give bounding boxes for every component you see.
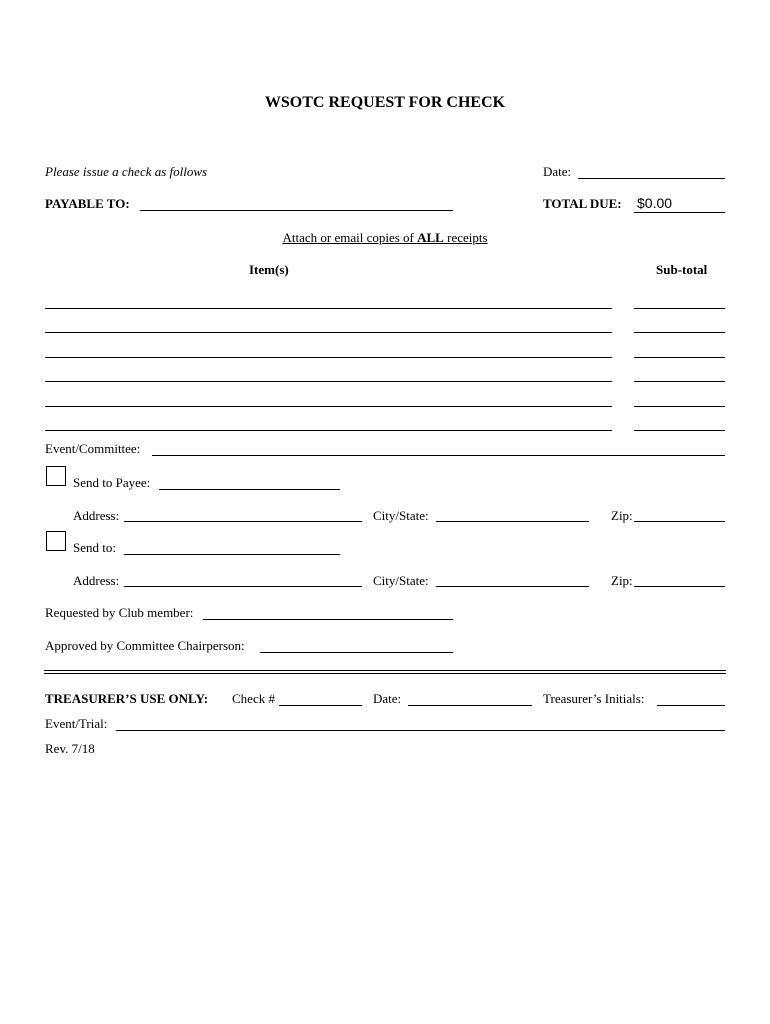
treasurer-initials-field[interactable] [657, 690, 725, 706]
section-divider [44, 670, 726, 674]
event-trial-field[interactable] [116, 715, 725, 731]
event-committee-field[interactable] [152, 440, 725, 456]
item-line-1[interactable] [45, 308, 612, 309]
payee-city-state-label: City/State: [373, 508, 429, 523]
revision-text: Rev. 7/18 [45, 741, 95, 756]
sendto-city-state-label: City/State: [373, 573, 429, 588]
receipts-note-suffix: receipts [443, 230, 488, 245]
treasurer-initials-label: Treasurer’s Initials: [543, 691, 645, 706]
date-field[interactable] [578, 163, 725, 179]
form-title: WSOTC REQUEST FOR CHECK [264, 94, 506, 111]
item-line-6[interactable] [45, 430, 612, 431]
instruction-text: Please issue a check as follows [45, 164, 208, 179]
approved-by-label: Approved by Committee Chairperson: [45, 638, 245, 653]
send-to-payee-checkbox[interactable] [46, 466, 66, 486]
treasurer-heading: TREASURER’S USE ONLY: [45, 691, 209, 706]
send-to-payee-label: Send to Payee: [73, 475, 151, 490]
requested-by-label: Requested by Club member: [45, 605, 194, 620]
total-due-value: $0.00 [637, 195, 673, 211]
receipts-note-bold: ALL [417, 230, 444, 245]
payee-zip-field[interactable] [634, 506, 725, 522]
total-due-label: TOTAL DUE: [543, 196, 622, 211]
sendto-address-field[interactable] [124, 571, 362, 587]
subtotal-line-2[interactable] [634, 332, 725, 333]
check-number-field[interactable] [279, 690, 362, 706]
subtotal-line-6[interactable] [634, 430, 725, 431]
treasurer-date-label: Date: [373, 691, 402, 706]
send-to-payee-field[interactable] [159, 474, 340, 490]
subtotal-line-3[interactable] [634, 357, 725, 358]
treasurer-date-field[interactable] [408, 690, 532, 706]
payee-zip-label: Zip: [611, 508, 633, 523]
payee-address-field[interactable] [124, 506, 362, 522]
send-to-checkbox[interactable] [46, 531, 66, 551]
subtotal-line-5[interactable] [634, 406, 725, 407]
payable-to-field[interactable] [140, 195, 453, 211]
sendto-zip-field[interactable] [634, 571, 725, 587]
approved-by-field[interactable] [260, 637, 453, 653]
item-line-3[interactable] [45, 357, 612, 358]
receipts-note-prefix: Attach or email copies of [282, 230, 418, 245]
payee-city-state-field[interactable] [436, 506, 589, 522]
payee-address-label: Address: [73, 508, 120, 523]
items-header: Item(s) [249, 262, 289, 277]
sendto-address-label: Address: [73, 573, 120, 588]
send-to-label: Send to: [73, 540, 116, 555]
total-due-field[interactable] [634, 196, 725, 213]
item-line-5[interactable] [45, 406, 612, 407]
requested-by-field[interactable] [203, 604, 453, 620]
receipts-note [0, 230, 770, 246]
item-line-4[interactable] [45, 381, 612, 382]
event-trial-label: Event/Trial: [45, 716, 108, 731]
subtotal-line-1[interactable] [634, 308, 725, 309]
sendto-zip-label: Zip: [611, 573, 633, 588]
send-to-field[interactable] [124, 539, 340, 555]
date-label: Date: [543, 164, 572, 179]
event-committee-label: Event/Committee: [45, 441, 141, 456]
check-number-label: Check # [232, 691, 275, 706]
sendto-city-state-field[interactable] [436, 571, 589, 587]
subtotal-line-4[interactable] [634, 381, 725, 382]
subtotal-header: Sub-total [656, 262, 708, 277]
payable-to-label: PAYABLE TO: [45, 196, 130, 211]
item-line-2[interactable] [45, 332, 612, 333]
